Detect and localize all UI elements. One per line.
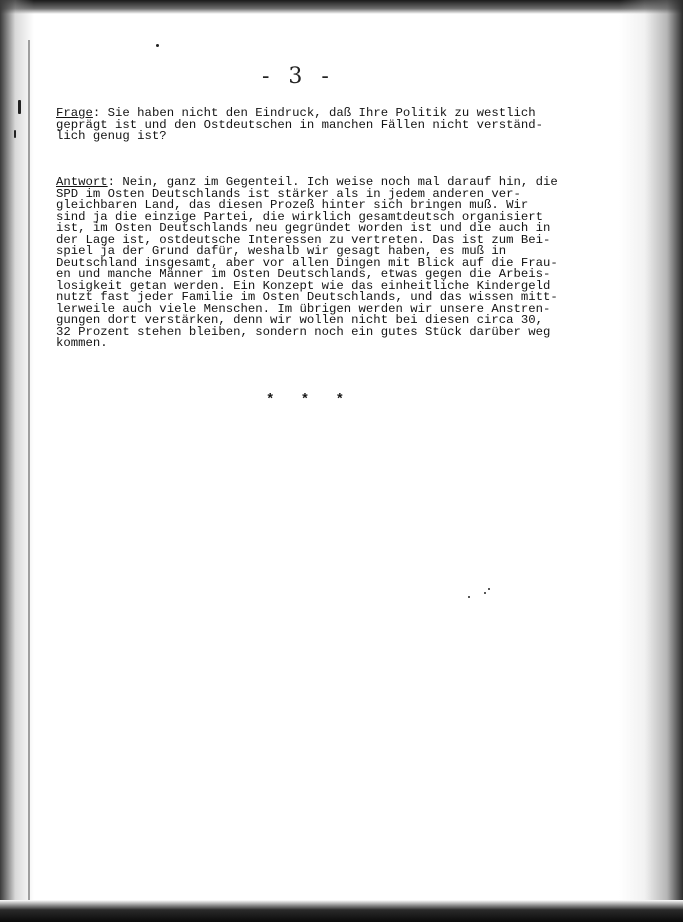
answer-line: spiel ja der Grund dafür, weshalb wir gesagt haben, es muß in (56, 244, 507, 258)
question-line: : Sie haben nicht den Eindruck, daß Ihre Politik zu westlich (92, 106, 536, 120)
question-line: geprägt ist und den Ostdeutschen in manchen Fällen nicht verständ- (56, 117, 544, 132)
answer-paragraph (56, 177, 558, 350)
scan-fold-line (28, 40, 30, 900)
scan-speck (14, 130, 16, 138)
page-number: - 3 - (262, 64, 335, 89)
scan-speck (484, 592, 486, 594)
question-paragraph (56, 108, 543, 143)
answer-line: SPD im Osten Deutschlands ist stärker als in jedem anderen ver- (56, 186, 521, 201)
answer-line: Deutschland insgesamt, aber vor allen Dingen mit Blick auf die Frau- (56, 255, 558, 270)
scan-edge-right (619, 0, 683, 922)
question-line: lich genug ist? (56, 129, 167, 143)
answer-line: en und manche Männer im Osten Deutschlands, etwas gegen die Arbeis- (56, 267, 551, 281)
scan-speck (488, 588, 490, 590)
answer-line: kommen. (56, 336, 108, 350)
scan-edge-bottom (0, 900, 683, 922)
scan-speck (468, 596, 470, 598)
answer-line: der Lage ist, ostdeutsche Interessen zu vertreten. Das ist zum Bei- (56, 232, 551, 247)
answer-line: lerweile auch viele Menschen. Im übrigen werden wir unsere Anstren- (56, 301, 551, 316)
section-separator: * * * (266, 392, 345, 408)
question-label: Frage (56, 106, 93, 120)
scan-edge-top (0, 0, 683, 14)
answer-line: 32 Prozent stehen bleiben, sondern noch ein gutes Stück darüber weg (56, 324, 551, 339)
answer-line: : Nein, ganz im Gegenteil. Ich weise noch mal darauf hin, die (107, 175, 558, 189)
answer-line: gleichbaren Land, das diesen Prozeß hinter sich bringen muß. Wir (56, 198, 529, 212)
answer-line: losigkeit getan werden. Ein Konzept wie das einheitliche Kindergeld (56, 278, 551, 293)
scan-speck (18, 100, 21, 114)
answer-label: Antwort (56, 175, 108, 189)
answer-line: gungen dort verstärken, denn wir wollen nicht bei diesen circa 30, (56, 313, 544, 327)
answer-line: nutzt fast jeder Familie im Osten Deutschlands, und das wissen mitt- (56, 290, 558, 304)
answer-line: sind ja die einzige Partei, die wirklich gesamtdeutsch organisiert (56, 209, 544, 224)
answer-line: ist, im Osten Deutschlands neu gegründet worden ist und die auch in (56, 221, 551, 235)
scan-speck (156, 44, 159, 47)
